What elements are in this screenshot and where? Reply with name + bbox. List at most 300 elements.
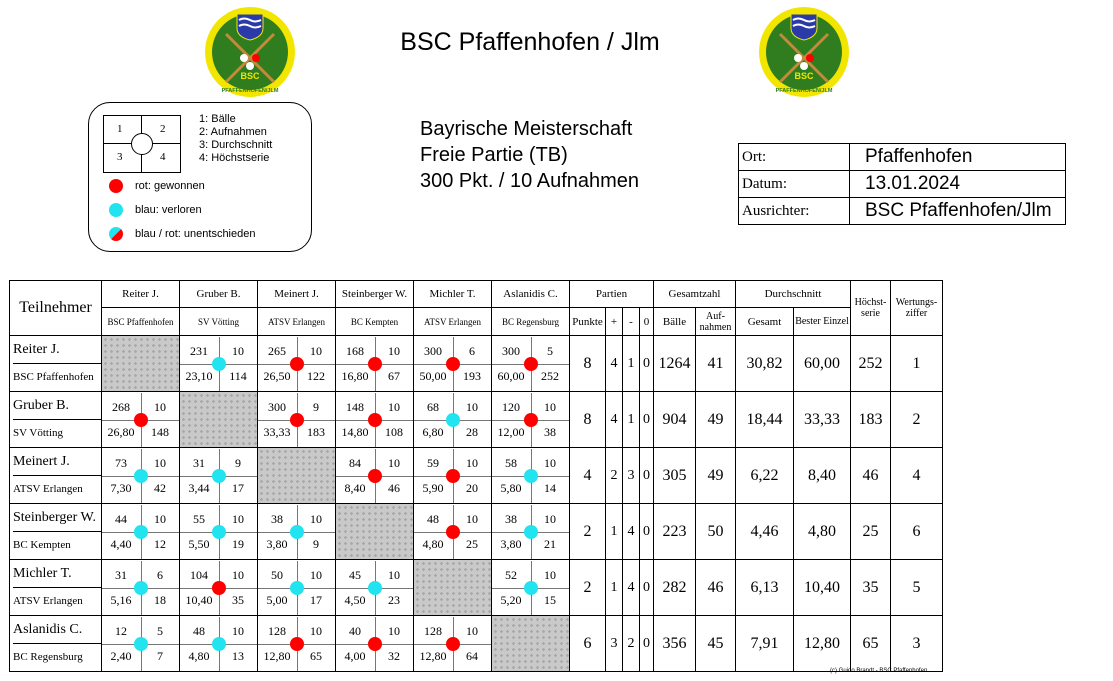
svg-text:PFAFFENHOFEN/JLM: PFAFFENHOFEN/JLM [775, 88, 833, 94]
match-hoechstserie: 18 [154, 592, 166, 607]
match-quadrants [492, 393, 569, 447]
match-baelle: 38 [505, 511, 517, 526]
match-cell [258, 336, 336, 392]
header-player-name: Michler T. [414, 281, 492, 308]
legend-draw-label: blau / rot: unentschieden [135, 228, 256, 240]
match-cell [414, 504, 492, 560]
stat-hoechstserie: 46 [851, 448, 891, 504]
stat-bester-einzel: 33,33 [794, 392, 851, 448]
stat-punkte: 8 [570, 336, 606, 392]
red-dot-icon [109, 179, 123, 193]
match-hoechstserie: 67 [388, 368, 400, 383]
stat-baelle: 356 [654, 616, 696, 672]
legend-lost-label: blau: verloren [135, 204, 202, 216]
half-red-half-blue-dot-icon [109, 227, 123, 241]
match-cell [180, 336, 258, 392]
match-cell [414, 616, 492, 672]
match-cell [336, 448, 414, 504]
stat-bester-einzel: 10,40 [794, 560, 851, 616]
match-aufnahmen: 10 [388, 455, 400, 470]
stat-bester-einzel: 12,80 [794, 616, 851, 672]
stat-gesamtdurchschnitt: 6,22 [736, 448, 794, 504]
info-label: Ausrichter: [739, 198, 850, 225]
match-durchschnitt: 2,40 [110, 648, 132, 663]
match-hoechstserie: 42 [154, 480, 166, 495]
info-label: Ort: [739, 144, 850, 171]
match-quadrants [258, 561, 335, 615]
legend-quadrant-2: 2 [160, 123, 166, 135]
match-durchschnitt: 5,90 [422, 480, 444, 495]
header-player-name: Aslanidis C. [492, 281, 570, 308]
match-durchschnitt: 8,40 [344, 480, 366, 495]
player-row [10, 392, 943, 448]
match-hoechstserie: 7 [157, 648, 163, 663]
stat-minus: 1 [623, 392, 640, 448]
stat-null: 0 [640, 336, 654, 392]
match-cell [336, 560, 414, 616]
legend-quadrant-grid [103, 115, 181, 173]
match-cell [414, 448, 492, 504]
match-quadrants [492, 449, 569, 503]
match-baelle: 50 [271, 567, 283, 582]
match-aufnahmen: 10 [388, 343, 400, 358]
match-aufnahmen: 10 [154, 399, 166, 414]
match-baelle: 300 [268, 399, 286, 414]
self-match-cell [336, 504, 414, 560]
stat-null: 0 [640, 560, 654, 616]
player-club: BC Regensburg [13, 651, 83, 663]
match-quadrants [102, 617, 179, 671]
match-quadrants [336, 393, 413, 447]
event-line: 300 Pkt. / 10 Aufnahmen [420, 170, 640, 192]
match-quadrants [102, 561, 179, 615]
event-line: Freie Partie (TB) [420, 144, 568, 166]
match-cell [102, 560, 180, 616]
won-dot-icon [368, 413, 382, 427]
stat-baelle: 223 [654, 504, 696, 560]
info-row-datum [739, 171, 1066, 198]
won-dot-icon [368, 637, 382, 651]
match-durchschnitt: 5,20 [500, 592, 522, 607]
match-hoechstserie: 25 [466, 536, 478, 551]
player-name: Meinert J. [13, 448, 101, 476]
match-durchschnitt: 4,80 [188, 648, 210, 663]
match-baelle: 148 [346, 399, 364, 414]
match-cell [336, 392, 414, 448]
match-durchschnitt: 50,00 [419, 368, 447, 383]
match-aufnahmen: 10 [310, 511, 322, 526]
match-quadrants [102, 505, 179, 559]
match-cell [102, 616, 180, 672]
stat-wertungsziffer: 6 [891, 504, 943, 560]
stat-plus: 4 [606, 336, 623, 392]
match-cell [258, 616, 336, 672]
match-cell [492, 336, 570, 392]
match-hoechstserie: 46 [388, 480, 400, 495]
match-durchschnitt: 10,40 [185, 592, 213, 607]
stat-gesamtdurchschnitt: 7,91 [736, 616, 794, 672]
match-durchschnitt: 3,44 [188, 480, 210, 495]
info-table [738, 143, 1066, 225]
match-durchschnitt: 33,33 [263, 424, 291, 439]
player-name: Gruber B. [13, 392, 101, 420]
stat-aufnahmen: 49 [696, 392, 736, 448]
info-label: Datum: [739, 171, 850, 198]
stat-punkte: 4 [570, 448, 606, 504]
header-null: 0 [640, 308, 654, 336]
legend-keys [199, 113, 272, 165]
self-match-cell [258, 448, 336, 504]
stat-aufnahmen: 50 [696, 504, 736, 560]
match-aufnahmen: 10 [310, 623, 322, 638]
stat-baelle: 1264 [654, 336, 696, 392]
match-aufnahmen: 10 [154, 511, 166, 526]
lost-dot-icon [134, 525, 148, 539]
match-baelle: 31 [193, 455, 205, 470]
copyright-note: (c) Guido Brandt - BSC Pfaffenhofen [830, 668, 928, 674]
header-gesamtzahl: Gesamtzahl [654, 281, 736, 308]
lost-dot-icon [290, 581, 304, 595]
match-durchschnitt: 60,00 [497, 368, 525, 383]
stat-wertungsziffer: 4 [891, 448, 943, 504]
match-hoechstserie: 32 [388, 648, 400, 663]
stat-gesamtdurchschnitt: 30,82 [736, 336, 794, 392]
player-club: BC Kempten [13, 539, 71, 551]
match-durchschnitt: 7,30 [110, 480, 132, 495]
match-durchschnitt: 3,80 [500, 536, 522, 551]
legend-key: 1: Bälle [199, 113, 236, 125]
match-hoechstserie: 20 [466, 480, 478, 495]
match-baelle: 45 [349, 567, 361, 582]
stat-baelle: 904 [654, 392, 696, 448]
svg-text:BSC: BSC [794, 71, 814, 81]
stat-punkte: 8 [570, 392, 606, 448]
player-club: SV Vötting [13, 427, 64, 439]
stat-minus: 4 [623, 560, 640, 616]
match-durchschnitt: 12,80 [419, 648, 447, 663]
stat-aufnahmen: 49 [696, 448, 736, 504]
match-aufnahmen: 10 [154, 455, 166, 470]
svg-text:BSC: BSC [240, 71, 260, 81]
won-dot-icon [446, 525, 460, 539]
header-player-name: Reiter J. [102, 281, 180, 308]
stat-minus: 4 [623, 504, 640, 560]
match-aufnahmen: 10 [232, 343, 244, 358]
stat-plus: 1 [606, 504, 623, 560]
match-quadrants [336, 561, 413, 615]
player-cell [10, 560, 102, 616]
match-hoechstserie: 148 [151, 424, 169, 439]
page-title: BSC Pfaffenhofen / Jlm [400, 28, 660, 56]
won-dot-icon [368, 469, 382, 483]
info-value: 13.01.2024 [850, 171, 1066, 198]
match-durchschnitt: 6,80 [422, 424, 444, 439]
match-baelle: 48 [193, 623, 205, 638]
won-dot-icon [290, 413, 304, 427]
match-hoechstserie: 21 [544, 536, 556, 551]
header-hoechstserie: Höchst-serie [851, 281, 891, 336]
stat-wertungsziffer: 5 [891, 560, 943, 616]
legend-key: 3: Durchschnitt [199, 139, 273, 151]
match-durchschnitt: 4,50 [344, 592, 366, 607]
match-aufnahmen: 10 [544, 399, 556, 414]
header-player-name: Meinert J. [258, 281, 336, 308]
match-quadrants [180, 449, 257, 503]
lost-dot-icon [212, 357, 226, 371]
match-quadrants [336, 617, 413, 671]
match-baelle: 40 [349, 623, 361, 638]
match-cell [180, 616, 258, 672]
stat-baelle: 305 [654, 448, 696, 504]
club-logo-left [204, 6, 296, 98]
match-hoechstserie: 64 [466, 648, 478, 663]
stat-punkte: 2 [570, 560, 606, 616]
match-quadrants [336, 449, 413, 503]
match-cell [258, 392, 336, 448]
stat-hoechstserie: 252 [851, 336, 891, 392]
won-dot-icon [524, 413, 538, 427]
match-baelle: 104 [190, 567, 208, 582]
match-quadrants [102, 449, 179, 503]
stat-baelle: 282 [654, 560, 696, 616]
match-quadrants [414, 617, 491, 671]
header-player-club: BC Kempten [336, 308, 414, 336]
match-durchschnitt: 3,80 [266, 536, 288, 551]
info-row-ort [739, 144, 1066, 171]
match-cell [102, 504, 180, 560]
match-baelle: 52 [505, 567, 517, 582]
header-durchschnitt: Durchschnitt [736, 281, 851, 308]
match-durchschnitt: 16,80 [341, 368, 369, 383]
match-aufnahmen: 9 [235, 455, 241, 470]
match-hoechstserie: 17 [232, 480, 244, 495]
match-aufnahmen: 10 [466, 511, 478, 526]
player-club: BSC Pfaffenhofen [13, 371, 94, 383]
match-aufnahmen: 6 [157, 567, 163, 582]
event-description [420, 116, 639, 194]
match-durchschnitt: 12,00 [497, 424, 525, 439]
match-durchschnitt: 12,80 [263, 648, 291, 663]
player-club: ATSV Erlangen [13, 483, 83, 495]
match-hoechstserie: 252 [541, 368, 559, 383]
won-dot-icon [134, 413, 148, 427]
stat-gesamtdurchschnitt: 6,13 [736, 560, 794, 616]
legend-key: 2: Aufnahmen [199, 126, 267, 138]
self-match-cell [180, 392, 258, 448]
stat-plus: 3 [606, 616, 623, 672]
event-line: Bayrische Meisterschaft [420, 118, 633, 140]
match-aufnahmen: 10 [544, 567, 556, 582]
self-match-cell [102, 336, 180, 392]
match-aufnahmen: 10 [388, 623, 400, 638]
match-aufnahmen: 10 [310, 567, 322, 582]
blue-dot-icon [109, 203, 123, 217]
match-cell [102, 392, 180, 448]
match-quadrants [414, 449, 491, 503]
match-quadrants [336, 337, 413, 391]
match-aufnahmen: 5 [157, 623, 163, 638]
match-cell [414, 336, 492, 392]
won-dot-icon [290, 637, 304, 651]
match-quadrants [492, 337, 569, 391]
match-durchschnitt: 5,80 [500, 480, 522, 495]
header-player-club: BSC Pfaffenhofen [102, 308, 180, 336]
match-hoechstserie: 15 [544, 592, 556, 607]
match-quadrants [180, 561, 257, 615]
match-hoechstserie: 65 [310, 648, 322, 663]
match-baelle: 128 [268, 623, 286, 638]
match-aufnahmen: 10 [232, 567, 244, 582]
match-hoechstserie: 12 [154, 536, 166, 551]
match-baelle: 73 [115, 455, 127, 470]
match-baelle: 44 [115, 511, 127, 526]
stat-minus: 1 [623, 336, 640, 392]
match-quadrants [492, 505, 569, 559]
player-name: Steinberger W. [13, 504, 101, 532]
match-durchschnitt: 5,16 [110, 592, 132, 607]
match-baelle: 68 [427, 399, 439, 414]
match-hoechstserie: 23 [388, 592, 400, 607]
match-quadrants [180, 337, 257, 391]
stat-plus: 1 [606, 560, 623, 616]
match-hoechstserie: 193 [463, 368, 481, 383]
lost-dot-icon [212, 469, 226, 483]
self-match-cell [414, 560, 492, 616]
match-aufnahmen: 10 [388, 399, 400, 414]
match-cell [492, 448, 570, 504]
self-match-cell [492, 616, 570, 672]
player-row [10, 560, 943, 616]
match-cell [492, 504, 570, 560]
player-row [10, 336, 943, 392]
player-cell [10, 504, 102, 560]
match-baelle: 84 [349, 455, 361, 470]
stat-null: 0 [640, 616, 654, 672]
player-club: ATSV Erlangen [13, 595, 83, 607]
match-baelle: 48 [427, 511, 439, 526]
header-baelle: Bälle [654, 308, 696, 336]
won-dot-icon [524, 357, 538, 371]
match-durchschnitt: 5,00 [266, 592, 288, 607]
svg-text:PFAFFENHOFEN/JLM: PFAFFENHOFEN/JLM [221, 88, 279, 94]
match-hoechstserie: 19 [232, 536, 244, 551]
header-bester-einzel: Bester Einzel [794, 308, 851, 336]
header-aufnahmen: Auf-nahmen [696, 308, 736, 336]
match-cell [180, 560, 258, 616]
stat-aufnahmen: 45 [696, 616, 736, 672]
player-cell [10, 448, 102, 504]
match-quadrants [102, 393, 179, 447]
stat-wertungsziffer: 2 [891, 392, 943, 448]
header-player-club: ATSV Erlangen [258, 308, 336, 336]
match-cell [102, 448, 180, 504]
player-cell [10, 392, 102, 448]
match-quadrants [180, 617, 257, 671]
info-value: BSC Pfaffenhofen/Jlm [850, 198, 1066, 225]
match-hoechstserie: 35 [232, 592, 244, 607]
stat-minus: 2 [623, 616, 640, 672]
info-row-ausrichter [739, 198, 1066, 225]
results-table [9, 280, 943, 672]
match-quadrants [258, 337, 335, 391]
player-name: Michler T. [13, 560, 101, 588]
stat-hoechstserie: 65 [851, 616, 891, 672]
stat-bester-einzel: 60,00 [794, 336, 851, 392]
match-cell [258, 504, 336, 560]
match-hoechstserie: 17 [310, 592, 322, 607]
match-cell [336, 616, 414, 672]
header-plus: + [606, 308, 623, 336]
won-dot-icon [290, 357, 304, 371]
match-hoechstserie: 14 [544, 480, 556, 495]
match-baelle: 59 [427, 455, 439, 470]
stat-aufnahmen: 46 [696, 560, 736, 616]
match-durchschnitt: 23,10 [185, 368, 213, 383]
legend-lost [109, 203, 202, 217]
match-durchschnitt: 14,80 [341, 424, 369, 439]
stat-bester-einzel: 8,40 [794, 448, 851, 504]
match-durchschnitt: 4,00 [344, 648, 366, 663]
lost-dot-icon [446, 413, 460, 427]
legend-draw [109, 227, 255, 241]
lost-dot-icon [212, 525, 226, 539]
match-baelle: 31 [115, 567, 127, 582]
header-wertungsziffer: Wertungs-ziffer [891, 281, 943, 336]
header-gesamt: Gesamt [736, 308, 794, 336]
match-cell [180, 448, 258, 504]
stat-null: 0 [640, 504, 654, 560]
match-baelle: 168 [346, 343, 364, 358]
match-hoechstserie: 122 [307, 368, 325, 383]
lost-dot-icon [134, 469, 148, 483]
stat-plus: 2 [606, 448, 623, 504]
match-baelle: 231 [190, 343, 208, 358]
match-hoechstserie: 114 [229, 368, 247, 383]
match-baelle: 58 [505, 455, 517, 470]
won-dot-icon [368, 357, 382, 371]
match-hoechstserie: 28 [466, 424, 478, 439]
header-minus: - [623, 308, 640, 336]
stat-null: 0 [640, 448, 654, 504]
match-baelle: 265 [268, 343, 286, 358]
match-quadrants [258, 617, 335, 671]
match-durchschnitt: 5,50 [188, 536, 210, 551]
match-cell [414, 392, 492, 448]
header-player-club: ATSV Erlangen [414, 308, 492, 336]
stat-punkte: 2 [570, 504, 606, 560]
legend-quadrant-1: 1 [117, 123, 123, 135]
match-quadrants [258, 393, 335, 447]
won-dot-icon [212, 581, 226, 595]
won-dot-icon [446, 469, 460, 483]
match-quadrants [492, 561, 569, 615]
player-cell [10, 616, 102, 672]
lost-dot-icon [524, 525, 538, 539]
legend-key: 4: Höchstserie [199, 152, 270, 164]
match-baelle: 128 [424, 623, 442, 638]
header-player-club: BC Regensburg [492, 308, 570, 336]
match-baelle: 55 [193, 511, 205, 526]
stat-plus: 4 [606, 392, 623, 448]
player-name: Aslanidis C. [13, 616, 101, 644]
lost-dot-icon [134, 581, 148, 595]
match-aufnahmen: 10 [388, 567, 400, 582]
stat-wertungsziffer: 1 [891, 336, 943, 392]
match-quadrants [180, 505, 257, 559]
stat-bester-einzel: 4,80 [794, 504, 851, 560]
match-durchschnitt: 4,40 [110, 536, 132, 551]
legend-quadrant-4: 4 [160, 151, 166, 163]
